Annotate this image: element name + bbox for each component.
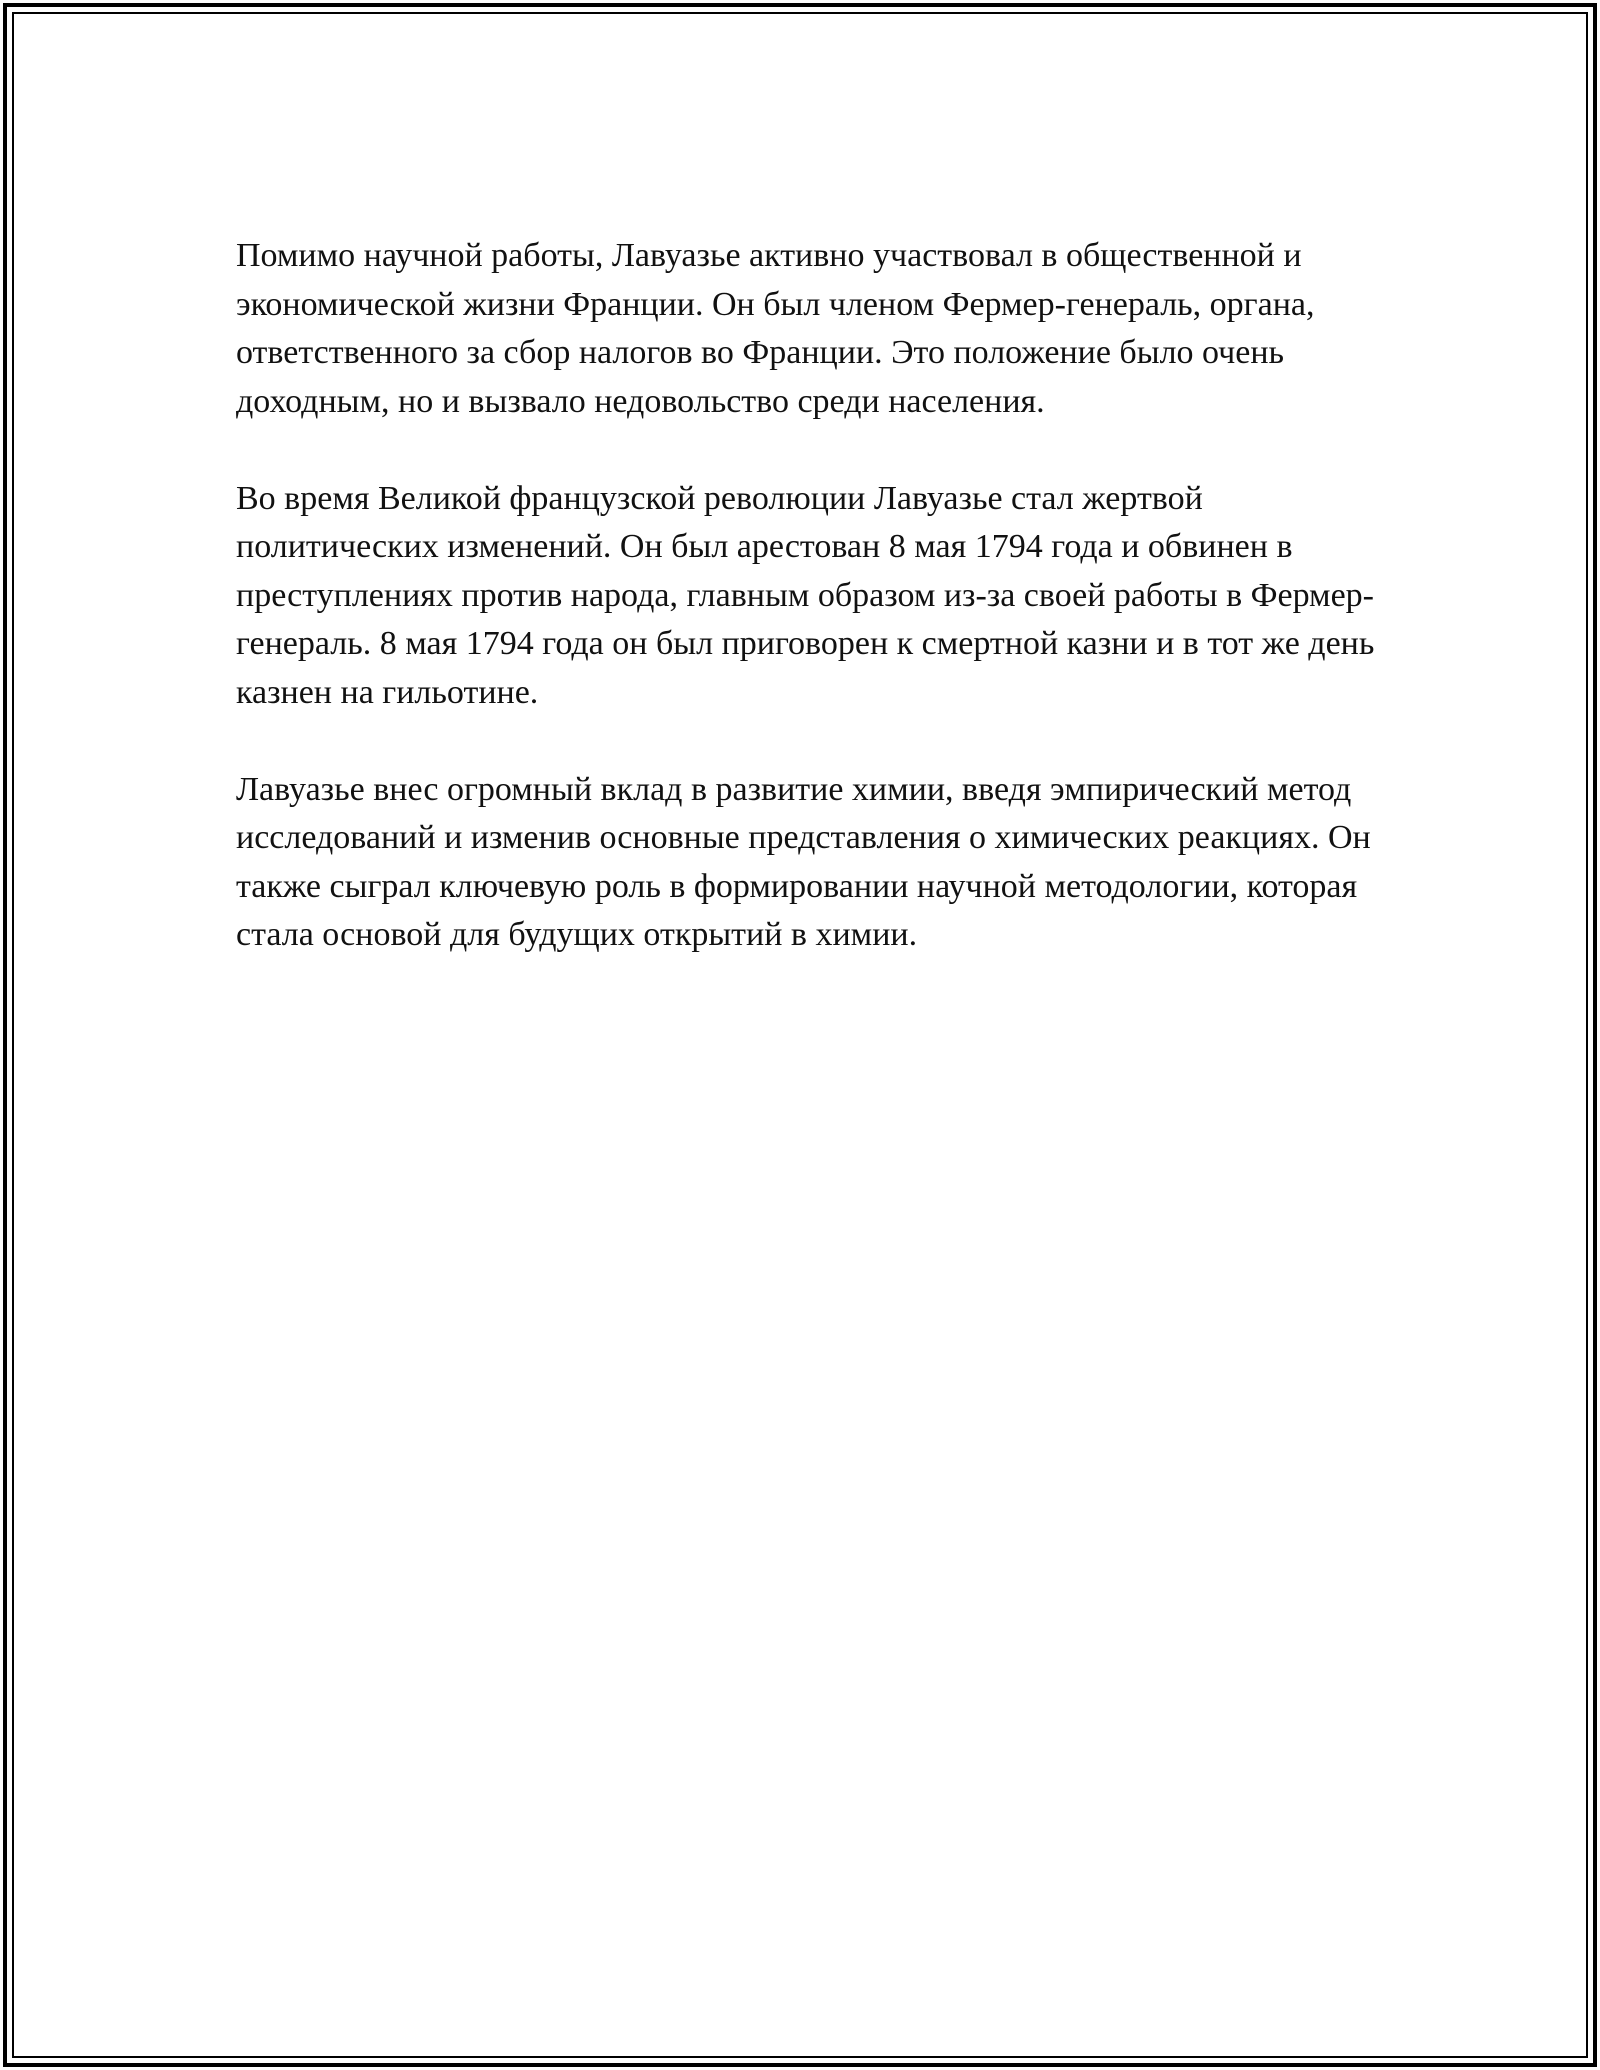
paragraph-revolution: Во время Великой французской революции Лавуазье стал жертвой политических изменений. Он был арестован 8 мая 1794 года и обвинен в преступлениях против народа, главным образом из-за своей работы в Фермер-генераль. 8 мая 1794 года он был приговорен к смертной казни и в тот же день казнен на гильотине.: [236, 479, 1375, 711]
paragraph-public-life: Помимо научной работы, Лавуазье активно участвовал в общественной и экономической жизни Франции. Он был членом Фермер-генераль, органа, ответственного за сбор налогов во Франции. Это положение было очень доходным, но и вызвало недовольство среди населения.: [236, 237, 1315, 420]
paragraph-legacy: Лавуазье внес огромный вклад в развитие химии, введя эмпирический метод исследований и изменив основные представления о химических реакциях. Он также сыграл ключевую роль в формировании научной методологии, которая стала основой для будущих открытий в химии.: [236, 770, 1371, 953]
document-body: [236, 232, 1376, 1008]
